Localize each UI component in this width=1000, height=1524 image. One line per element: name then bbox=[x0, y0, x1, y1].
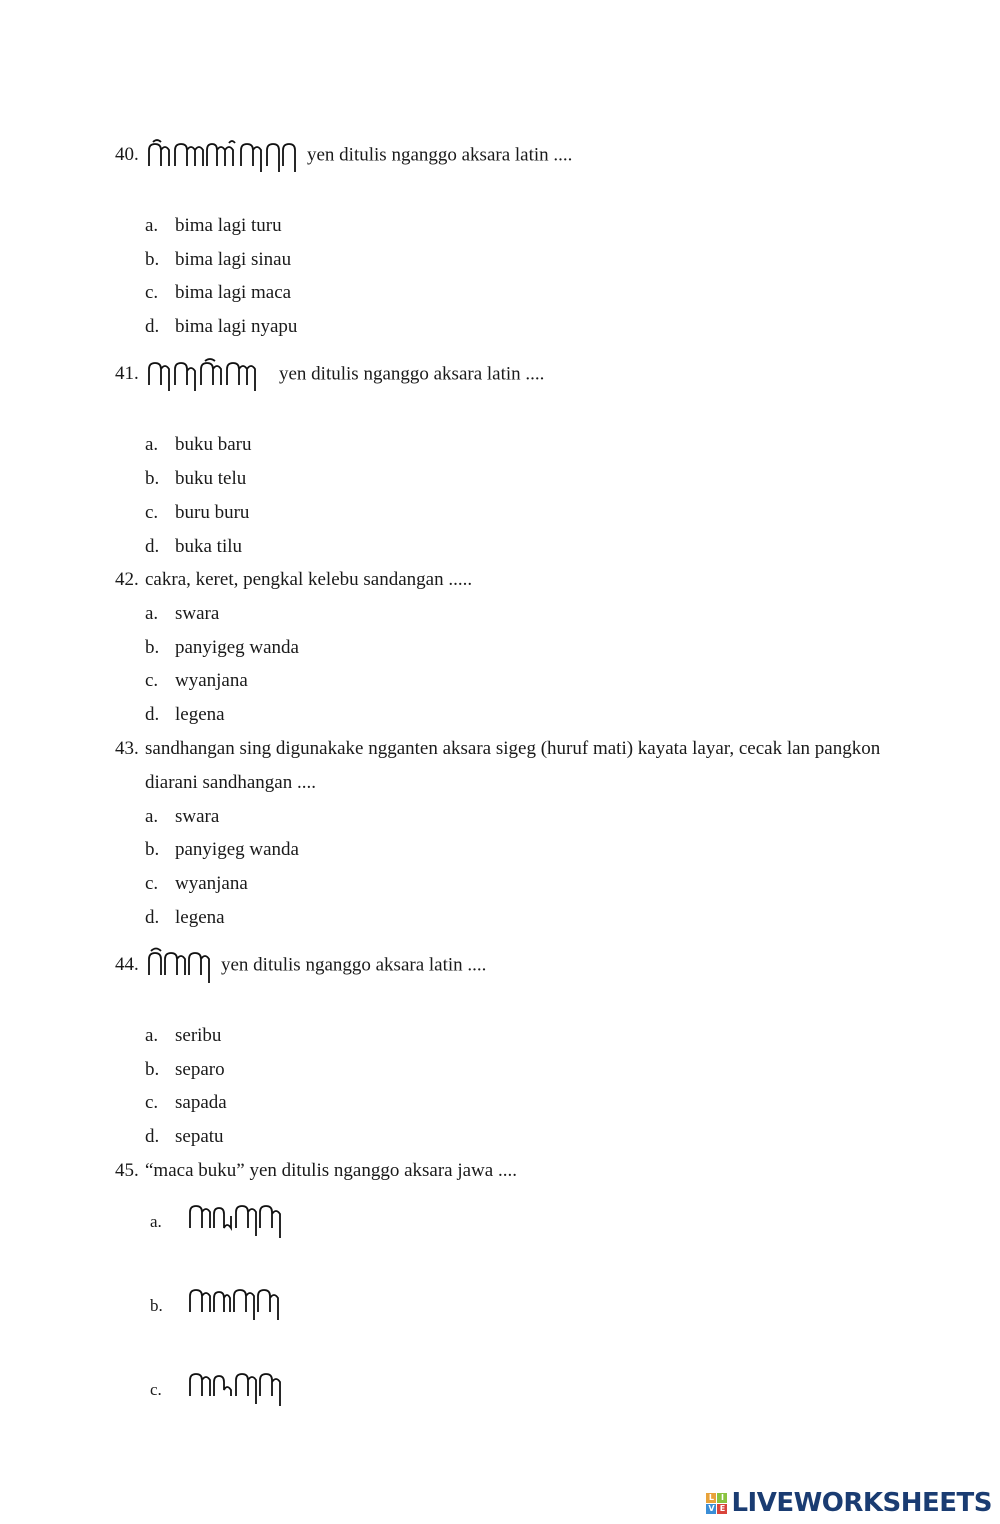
liveworksheets-logo bbox=[706, 1488, 992, 1518]
question-text: yen ditulis nganggo aksara latin .... bbox=[307, 144, 573, 166]
javanese-script-image bbox=[186, 1286, 282, 1326]
option-c[interactable] bbox=[145, 276, 291, 310]
option-letter: d. bbox=[145, 316, 160, 337]
option-a[interactable] bbox=[150, 1202, 286, 1242]
option-d[interactable] bbox=[145, 530, 242, 564]
javanese-script-image bbox=[145, 138, 303, 174]
option-letter: d. bbox=[145, 704, 160, 725]
option-d[interactable] bbox=[145, 1120, 224, 1154]
question-text-continued: diarani sandhangan .... bbox=[145, 772, 316, 793]
option-letter: d. bbox=[145, 1126, 160, 1147]
option-letter: b. bbox=[145, 468, 160, 489]
question-number: 45. bbox=[115, 1160, 139, 1181]
option-text: wyanjana bbox=[175, 670, 248, 691]
option-b[interactable] bbox=[145, 833, 299, 867]
option-text: panyigeg wanda bbox=[175, 839, 299, 860]
question-44 bbox=[115, 947, 486, 985]
option-text: seribu bbox=[175, 1025, 222, 1046]
javanese-script-image bbox=[186, 1370, 286, 1410]
option-text: buku telu bbox=[175, 468, 247, 489]
option-letter: a. bbox=[145, 434, 159, 455]
question-number: 40. bbox=[115, 144, 139, 166]
question-40 bbox=[115, 138, 572, 174]
option-a[interactable] bbox=[145, 209, 282, 243]
option-d[interactable] bbox=[145, 698, 225, 732]
javanese-script-image bbox=[145, 357, 275, 393]
option-text: swara bbox=[175, 603, 220, 624]
question-number: 43. bbox=[115, 738, 139, 759]
option-b[interactable] bbox=[145, 631, 299, 665]
option-a[interactable] bbox=[145, 800, 219, 834]
option-letter: c. bbox=[145, 1092, 159, 1113]
question-42 bbox=[115, 563, 472, 597]
option-text: sepatu bbox=[175, 1126, 224, 1147]
option-text: buka tilu bbox=[175, 536, 243, 557]
option-c[interactable] bbox=[145, 496, 249, 530]
option-text: swara bbox=[175, 806, 220, 827]
question-number: 44. bbox=[115, 954, 139, 976]
option-text: panyigeg wanda bbox=[175, 637, 299, 658]
question-41 bbox=[115, 357, 544, 393]
option-letter: a. bbox=[150, 1212, 162, 1231]
question-text: sandhangan sing digunakake ngganten aksara sigeg (huruf mati) kayata layar, cecak lan pangkon bbox=[145, 738, 881, 759]
option-letter: c. bbox=[145, 873, 159, 894]
option-a[interactable] bbox=[145, 597, 219, 631]
question-45 bbox=[115, 1154, 517, 1188]
option-a[interactable] bbox=[145, 428, 252, 462]
option-d[interactable] bbox=[145, 901, 225, 935]
option-c[interactable] bbox=[145, 867, 248, 901]
option-text: sapada bbox=[175, 1092, 227, 1113]
option-c[interactable] bbox=[145, 1086, 227, 1120]
option-text: separo bbox=[175, 1059, 225, 1080]
option-a[interactable] bbox=[145, 1019, 221, 1053]
question-text: “maca buku” yen ditulis nganggo aksara jawa .... bbox=[145, 1160, 517, 1181]
option-text: bima lagi sinau bbox=[175, 249, 292, 270]
question-text: yen ditulis nganggo aksara latin .... bbox=[279, 363, 545, 385]
option-letter: b. bbox=[145, 637, 160, 658]
option-text: buru buru bbox=[175, 502, 250, 523]
option-text: bima lagi turu bbox=[175, 215, 282, 236]
option-text: legena bbox=[175, 704, 225, 725]
logo-icon: L I V E bbox=[706, 1493, 727, 1514]
option-letter: d. bbox=[145, 907, 160, 928]
option-letter: b. bbox=[145, 839, 160, 860]
question-text: yen ditulis nganggo aksara latin .... bbox=[221, 954, 487, 976]
option-letter: c. bbox=[145, 282, 159, 303]
question-number: 42. bbox=[115, 569, 139, 590]
option-b[interactable] bbox=[150, 1286, 282, 1326]
option-text: legena bbox=[175, 907, 225, 928]
option-letter: c. bbox=[145, 670, 159, 691]
option-letter: b. bbox=[150, 1296, 163, 1315]
option-letter: a. bbox=[145, 215, 159, 236]
question-43 bbox=[115, 732, 915, 800]
option-text: wyanjana bbox=[175, 873, 248, 894]
option-letter: c. bbox=[150, 1380, 162, 1399]
option-b[interactable] bbox=[145, 1053, 225, 1087]
option-c[interactable] bbox=[145, 664, 248, 698]
javanese-script-image bbox=[186, 1202, 286, 1242]
option-letter: a. bbox=[145, 806, 159, 827]
option-d[interactable] bbox=[145, 310, 297, 344]
option-c[interactable] bbox=[150, 1370, 286, 1410]
question-text: cakra, keret, pengkal kelebu sandangan ..... bbox=[145, 569, 473, 590]
option-b[interactable] bbox=[145, 243, 291, 277]
option-letter: a. bbox=[145, 1025, 159, 1046]
option-letter: d. bbox=[145, 536, 160, 557]
logo-text: LIVEWORKSHEETS bbox=[731, 1488, 992, 1518]
option-letter: a. bbox=[145, 603, 159, 624]
javanese-script-image bbox=[145, 947, 217, 985]
option-letter: c. bbox=[145, 502, 159, 523]
option-text: buku baru bbox=[175, 434, 252, 455]
option-text: bima lagi maca bbox=[175, 282, 292, 303]
question-number: 41. bbox=[115, 363, 139, 385]
option-letter: b. bbox=[145, 1059, 160, 1080]
option-b[interactable] bbox=[145, 462, 246, 496]
option-text: bima lagi nyapu bbox=[175, 316, 298, 337]
option-letter: b. bbox=[145, 249, 160, 270]
